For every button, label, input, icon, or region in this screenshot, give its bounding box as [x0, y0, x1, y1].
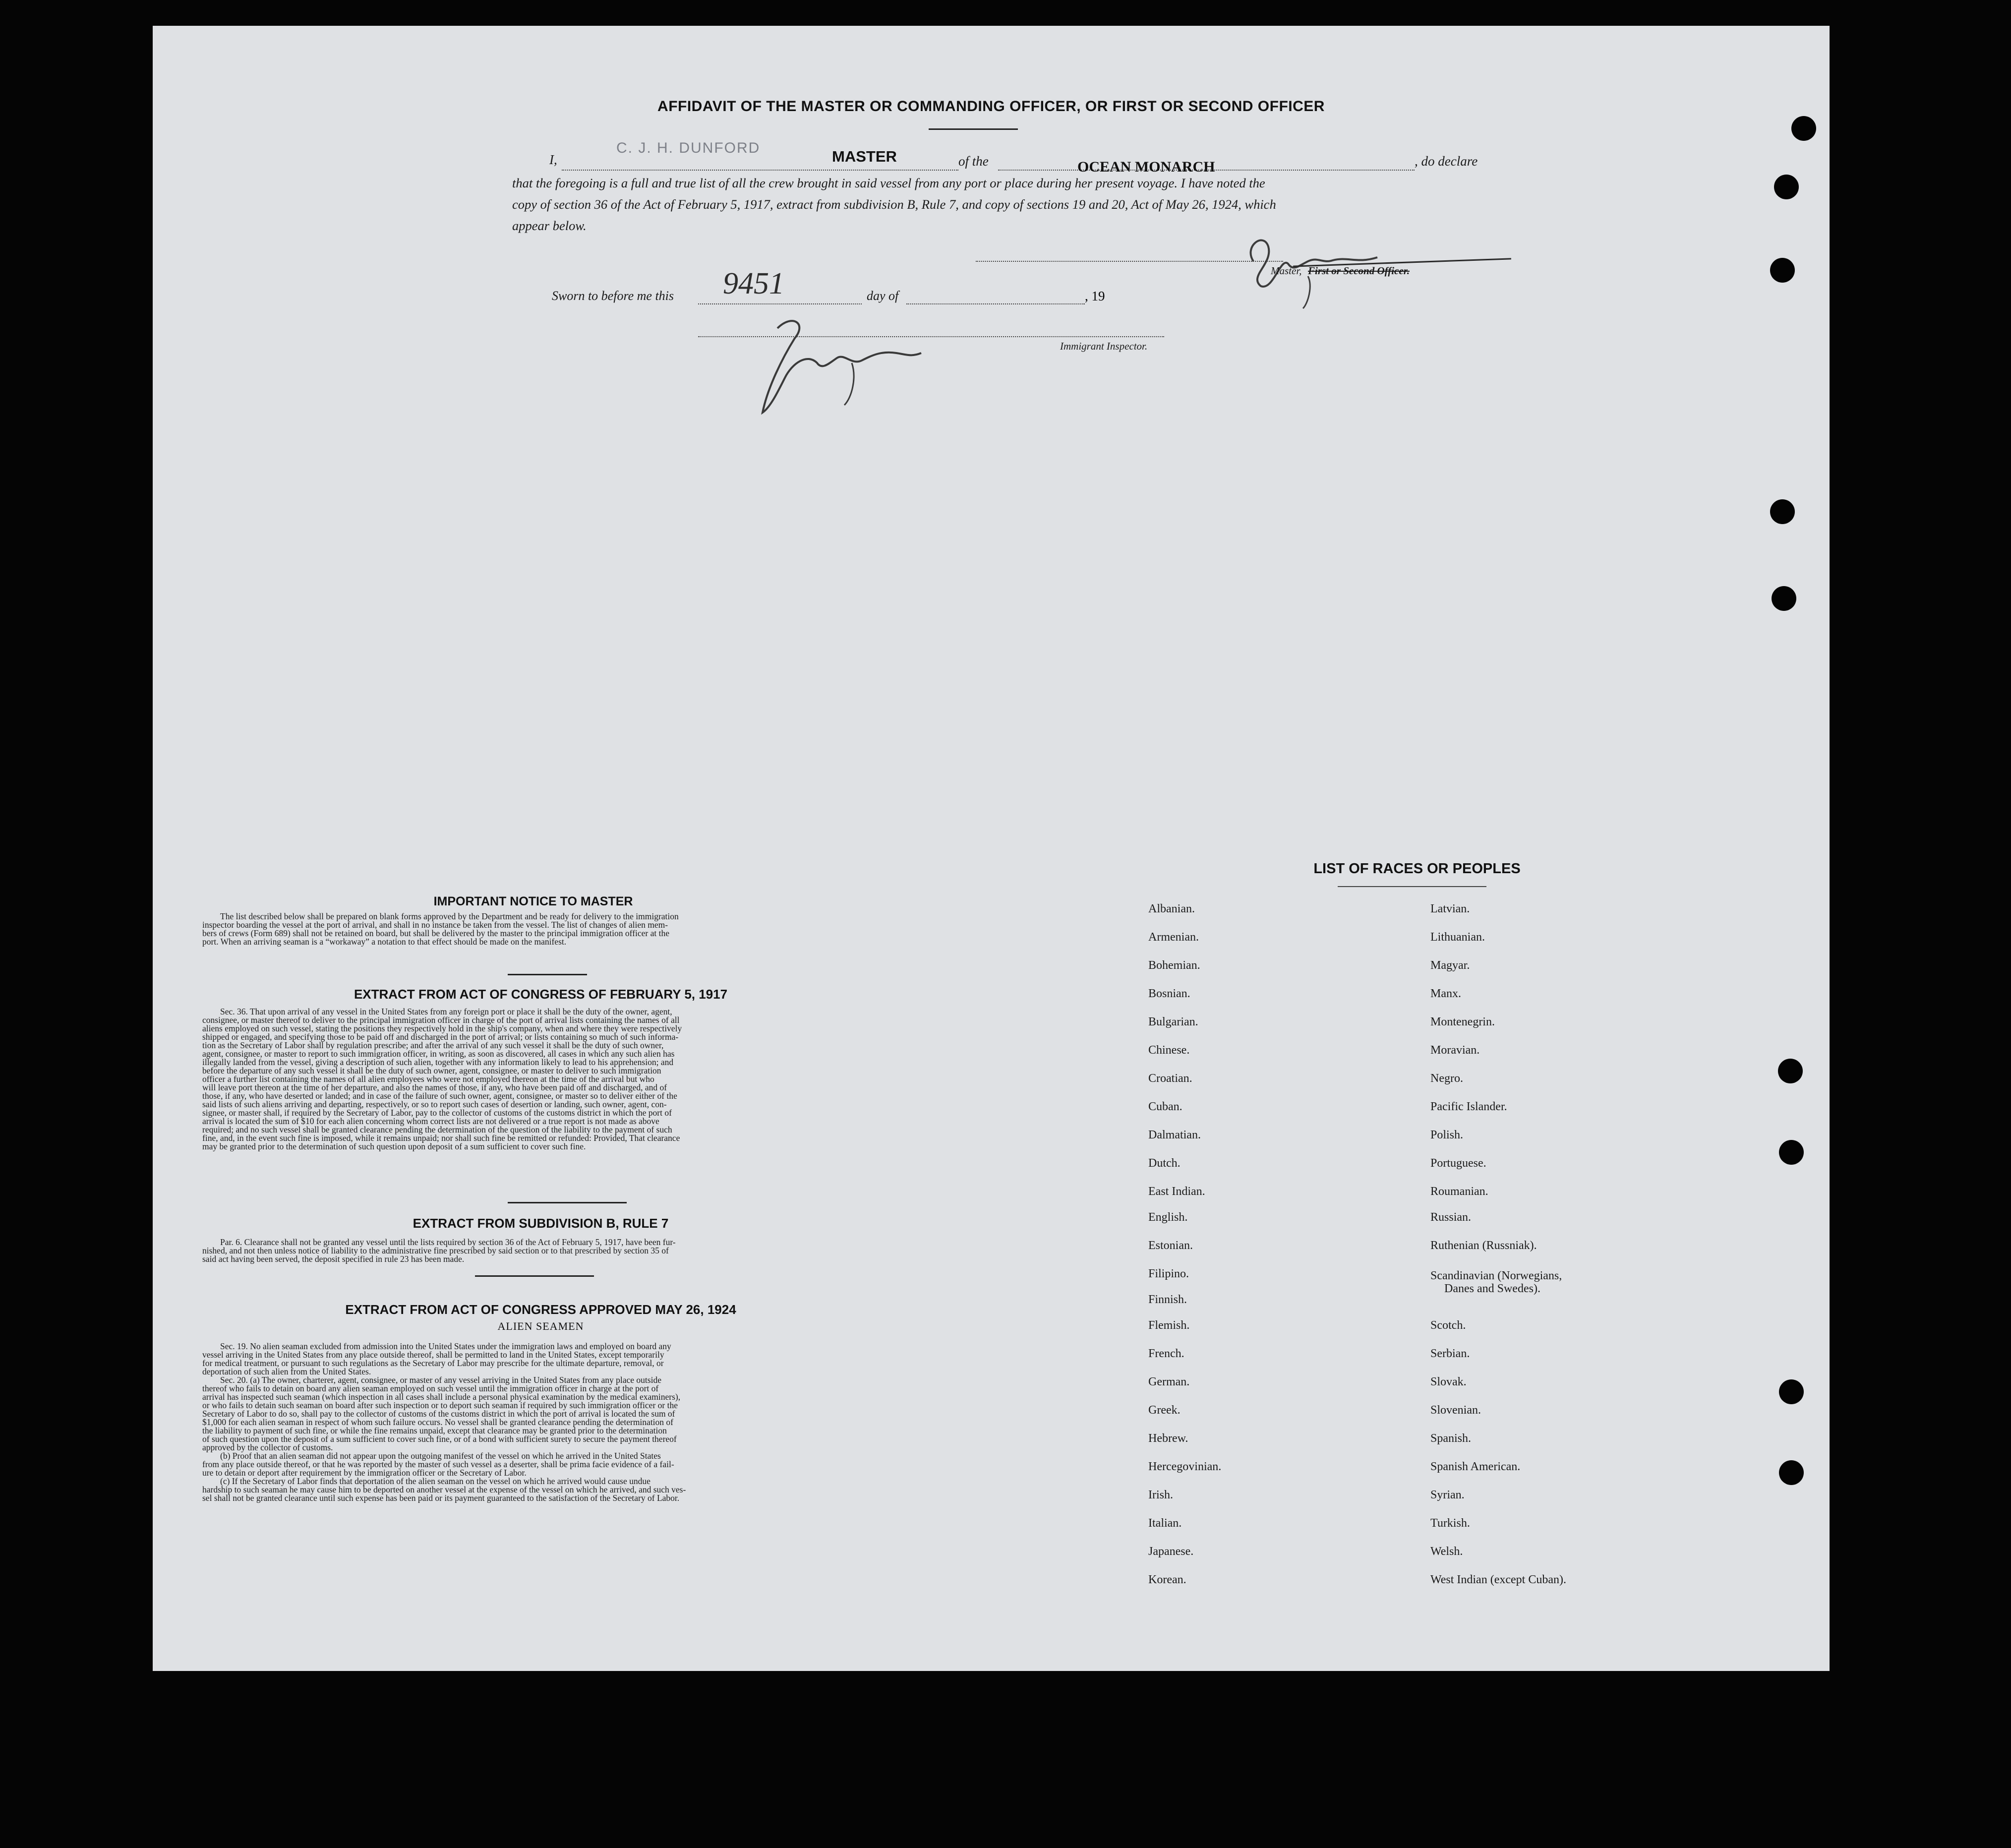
extract-line: required; and no such vessel shall be granted clearance pending the determination of the question of the liability to the payment of such: [202, 1125, 672, 1134]
affidavit-title: AFFIDAVIT OF THE MASTER OR COMMANDING OFFICER, OR FIRST OR SECOND OFFICER: [657, 98, 1325, 115]
sworn-label: Sworn to before me this: [552, 289, 674, 303]
rank-field: MASTER: [832, 148, 897, 165]
race-left: Flemish.: [1148, 1319, 1190, 1332]
rule7-line: nished, and not then unless notice of liability to the administrative fine prescribed by said section or to that prescribed by section 35 of: [202, 1246, 669, 1255]
vessel-name: OCEAN MONARCH: [1077, 159, 1215, 175]
punch-hole: [1778, 1059, 1803, 1083]
race-left: French.: [1148, 1347, 1184, 1360]
race-left: Bulgarian.: [1148, 1015, 1198, 1028]
punch-hole: [1770, 258, 1795, 283]
race-right: Slovak.: [1430, 1375, 1467, 1388]
race-right: Russian.: [1430, 1211, 1472, 1224]
divider: [508, 974, 587, 975]
extract-line: signee, or master shall, if required by the Secretary of Labor, pay to the collector of customs of the customs district in which the port of: [202, 1108, 672, 1118]
affidavit-line-4: appear below.: [512, 218, 587, 233]
race-left: Bohemian.: [1148, 959, 1200, 972]
notice-text: [202, 912, 914, 946]
extract-line: for medical treatment, or pursuant to such regulations as the Secretary of Labor may prescribe for the ultimate departure, removal, or: [202, 1358, 664, 1368]
race-left: Korean.: [1148, 1573, 1186, 1586]
extract-line: officer a further list containing the names of all alien employees who were not employed thereon at the time of the arrival but who: [202, 1074, 654, 1084]
race-left: Armenian.: [1148, 931, 1199, 944]
punch-hole: [1779, 1379, 1804, 1404]
officer-struck: First or Second Officer.: [1308, 265, 1410, 277]
race-left: Japanese.: [1148, 1545, 1194, 1558]
punch-hole: [1774, 175, 1799, 199]
extract-1917-text: [202, 1008, 914, 1151]
race-right: Serbian.: [1430, 1347, 1470, 1360]
extract-line: tion as the Secretary of Labor shall by regulation prescribe; and after the arrival of any such vessel it shall be the duty of such owner,: [202, 1040, 664, 1050]
extract-line: (c) If the Secretary of Labor finds that deportation of the alien seaman on the vessel on which he arrived would cause undue: [220, 1476, 651, 1486]
title-rule: [929, 128, 1018, 130]
extract-line: of such question upon the deposit of a sum sufficient to cover such fine, or of a bond with sufficient surety to secure the payment thereof: [202, 1434, 677, 1444]
race-left: Italian.: [1148, 1517, 1182, 1530]
race-right: Latvian.: [1430, 902, 1470, 915]
race-left: Greek.: [1148, 1404, 1181, 1417]
race-left: Filipino.: [1148, 1267, 1189, 1280]
race-right: Spanish American.: [1430, 1460, 1521, 1473]
sworn-number: 9451: [723, 267, 784, 300]
race-right: Slovenian.: [1430, 1404, 1481, 1417]
extract-line: aliens employed on such vessel, stating the positions they respectively hold in the ship's company, when and where they were respectively: [202, 1023, 682, 1033]
extract-line: the liability to payment of such fine, or while the fine remains unpaid, except that clearance may be granted prior to the determination: [202, 1426, 667, 1435]
extract-line: arrival has inspected such seaman (which inspection in all cases shall include a personal physical examination by the medical examiners),: [202, 1392, 681, 1402]
race-left: Dalmatian.: [1148, 1129, 1201, 1141]
divider: [475, 1275, 594, 1277]
race-right: Scandinavian (Norwegians,: [1430, 1269, 1562, 1282]
extract-line: hardship to such seaman he may cause him to be deported on another vessel at the expense of the vessel on which he arrived, and such ves-: [202, 1485, 686, 1494]
race-left: Hercegovinian.: [1148, 1460, 1222, 1473]
extract-line: shipped or engaged, and specifying those to be paid off and discharged in the port of arrival; or lists containing so much of such informa-: [202, 1032, 679, 1042]
punch-hole: [1772, 586, 1796, 611]
extract-line: vessel arriving in the United States from any place outside thereof, shall be permitted to land in the United States, except temporarily: [202, 1350, 664, 1360]
extract-line: (b) Proof that an alien seaman did not appear upon the outgoing manifest of the vessel on which he arrived in the United States: [220, 1451, 661, 1461]
punch-hole: [1779, 1140, 1804, 1165]
master-label: Master,: [1271, 265, 1302, 277]
punch-hole: [1791, 116, 1816, 141]
notice-line: inspector boarding the vessel at the port of arrival, and shall in no instance be taken from the vessel. The list of changes of alien mem-: [202, 920, 668, 930]
extract-line: arrival is located the sum of $10 for each alien concerning whom correct lists are not delivered or a true report is not made as above: [202, 1116, 659, 1126]
race-right: Ruthenian (Russniak).: [1430, 1239, 1537, 1252]
race-right: Lithuanian.: [1430, 931, 1485, 944]
notice-title: IMPORTANT NOTICE TO MASTER: [433, 894, 633, 908]
race-right: Pacific Islander.: [1430, 1100, 1507, 1113]
rule7-line: Par. 6. Clearance shall not be granted any vessel until the lists required by section 36 of the Act of February 5, 1917, have been fur-: [220, 1237, 676, 1247]
extract-line: thereof who fails to detain on board any alien seaman employed on such vessel until the immigration officer in charge at the port of: [202, 1383, 659, 1393]
extract-line: $1,000 for each alien seaman in respect of whom such failure occurs. No vessel shall be granted clearance pending the determination of: [202, 1417, 673, 1427]
inspector-label: Immigrant Inspector.: [1060, 340, 1148, 352]
name-line: [562, 170, 958, 171]
punch-hole: [1779, 1460, 1804, 1485]
race-left: Bosnian.: [1148, 987, 1190, 1000]
race-right: Portuguese.: [1430, 1157, 1486, 1170]
extract-1924-subtitle: ALIEN SEAMEN: [497, 1320, 584, 1332]
extract-1924-title: EXTRACT FROM ACT OF CONGRESS APPROVED MAY 26, 1924: [345, 1302, 736, 1317]
rule7-title: EXTRACT FROM SUBDIVISION B, RULE 7: [413, 1216, 669, 1231]
extract-line: fine, and, in the event such fine is imposed, while it remains unpaid; nor shall such fine be remitted or refunded: Provided, That clearance: [202, 1133, 680, 1143]
race-right: Danes and Swedes).: [1444, 1282, 1540, 1295]
race-right: Montenegrin.: [1430, 1015, 1495, 1028]
extract-line: consignee, or master thereof to deliver to the principal immigration officer in charge of the port of arrival lists containing the names of all: [202, 1015, 680, 1025]
race-left: Chinese.: [1148, 1044, 1190, 1057]
race-right: Welsh.: [1430, 1545, 1463, 1558]
of-the-label: of the: [958, 154, 989, 169]
rule7-text: [202, 1238, 914, 1263]
race-right: Scotch.: [1430, 1319, 1466, 1332]
extract-line: Sec. 20. (a) The owner, charterer, agent, consignee, or master of any vessel arriving in the United States from any place outside: [220, 1375, 661, 1385]
extract-1917-title: EXTRACT FROM ACT OF CONGRESS OF FEBRUARY 5, 1917: [354, 987, 728, 1002]
extract-line: illegally landed from the vessel, giving a description of such alien, together with any information likely to lead to his apprehension; and: [202, 1057, 674, 1067]
extract-line: before the departure of any such vessel it shall be the duty of such owner, agent, consignee, or master to deliver to such immigration: [202, 1066, 661, 1075]
i-label: I,: [549, 152, 557, 167]
extract-line: said lists of such aliens arriving and departing, respectively, or so to report such cases of desertion or landing, such owner, agent, con-: [202, 1099, 667, 1109]
year-prefix: , 19: [1085, 289, 1105, 303]
extract-line: agent, consignee, or master to report to such immigration officer, in writing, as soon as discovered, all cases in which any such alien has: [202, 1049, 675, 1059]
race-right: Roumanian.: [1430, 1185, 1488, 1198]
race-left: Irish.: [1148, 1489, 1173, 1501]
affidavit-line-2: that the foregoing is a full and true list of all the crew brought in said vessel from any port or place during her present voyage. I have noted the: [512, 176, 1265, 190]
race-right: Magyar.: [1430, 959, 1470, 972]
race-right: Turkish.: [1430, 1517, 1470, 1530]
extract-line: Secretary of Labor to do so, shall pay to the collector of customs of the customs district in which the port of arrival is located the sum of: [202, 1409, 675, 1419]
rule7-line: said act having been served, the deposit specified in rule 23 has been made.: [202, 1254, 465, 1264]
extract-line: will leave port thereon at the time of her departure, and also the names of those, if any, who have been paid off and discharged, and of: [202, 1082, 667, 1092]
race-left: English.: [1148, 1211, 1188, 1224]
extract-line: may be granted prior to the determination of such question upon deposit of a sum sufficient to cover such fine.: [202, 1141, 586, 1151]
extract-line: Sec. 36. That upon arrival of any vessel in the United States from any foreign port or place it shall be the duty of the owner, agent,: [220, 1007, 672, 1016]
race-right: Spanish.: [1430, 1432, 1472, 1445]
race-right: West Indian (except Cuban).: [1430, 1573, 1566, 1586]
race-left: Hebrew.: [1148, 1432, 1188, 1445]
race-right: Moravian.: [1430, 1044, 1480, 1057]
extract-line: or who fails to detain such seaman on board after such inspection or to deport such seaman if required by such immigration officer or the: [202, 1400, 678, 1410]
inspector-line: [698, 336, 1164, 337]
race-left: German.: [1148, 1375, 1190, 1388]
extract-line: ure to detain or deport after requirement by the immigration officer or the Secretary of Labor.: [202, 1468, 527, 1478]
inspector-signature: [748, 303, 956, 422]
extract-line: sel shall not be granted clearance until such expense has been paid or its payment guaranteed to the satisfaction of the Secretary of Labor.: [202, 1493, 680, 1503]
race-right: Polish.: [1430, 1129, 1464, 1141]
do-declare: , do declare: [1415, 154, 1478, 169]
race-right: Manx.: [1430, 987, 1461, 1000]
extract-line: approved by the collector of customs.: [202, 1442, 333, 1452]
punch-hole: [1770, 499, 1795, 524]
extract-1924-text: [202, 1342, 914, 1502]
race-left: Croatian.: [1148, 1072, 1192, 1085]
race-right: Negro.: [1430, 1072, 1463, 1085]
day-of-label: day of: [867, 289, 899, 303]
divider: [508, 1202, 627, 1203]
notice-line: port. When an arriving seaman is a “workaway” a notation to that effect should be made on the manifest.: [202, 937, 567, 947]
races-rule: [1338, 886, 1486, 887]
extract-line: those, if any, who have deserted or landed; and in case of the failure of such owner, agent, consignee, or master so to deliver either of the: [202, 1091, 677, 1101]
extract-line: Sec. 19. No alien seaman excluded from admission into the United States under the immigration laws and employed on board any: [220, 1341, 671, 1351]
name-stamp: C. J. H. DUNFORD: [616, 140, 761, 156]
notice-line: bers of crews (Form 689) shall not be retained on board, but shall be delivered by the master to the principal immigration officer at the: [202, 928, 669, 938]
extract-line: deportation of such alien from the United States.: [202, 1367, 371, 1376]
race-left: Albanian.: [1148, 902, 1195, 915]
extract-line: from any place outside thereof, or that he was reported by the master of such vessel as a deserter, shall be prima facie evidence of a fail-: [202, 1459, 674, 1469]
document-page: [153, 26, 1830, 1671]
race-left: East Indian.: [1148, 1185, 1205, 1198]
races-title: LIST OF RACES OR PEOPLES: [1313, 861, 1521, 877]
race-left: Estonian.: [1148, 1239, 1193, 1252]
race-left: Cuban.: [1148, 1100, 1183, 1113]
race-right: Syrian.: [1430, 1489, 1465, 1501]
race-left: Dutch.: [1148, 1157, 1181, 1170]
notice-line: The list described below shall be prepared on blank forms approved by the Department and be ready for delivery to the immigration: [220, 911, 679, 921]
affidavit-line-3: copy of section 36 of the Act of February 5, 1917, extract from subdivision B, Rule 7, and copy of sections 19 and 20, Act of May 26, 1924, which: [512, 197, 1276, 212]
race-left: Finnish.: [1148, 1293, 1187, 1306]
